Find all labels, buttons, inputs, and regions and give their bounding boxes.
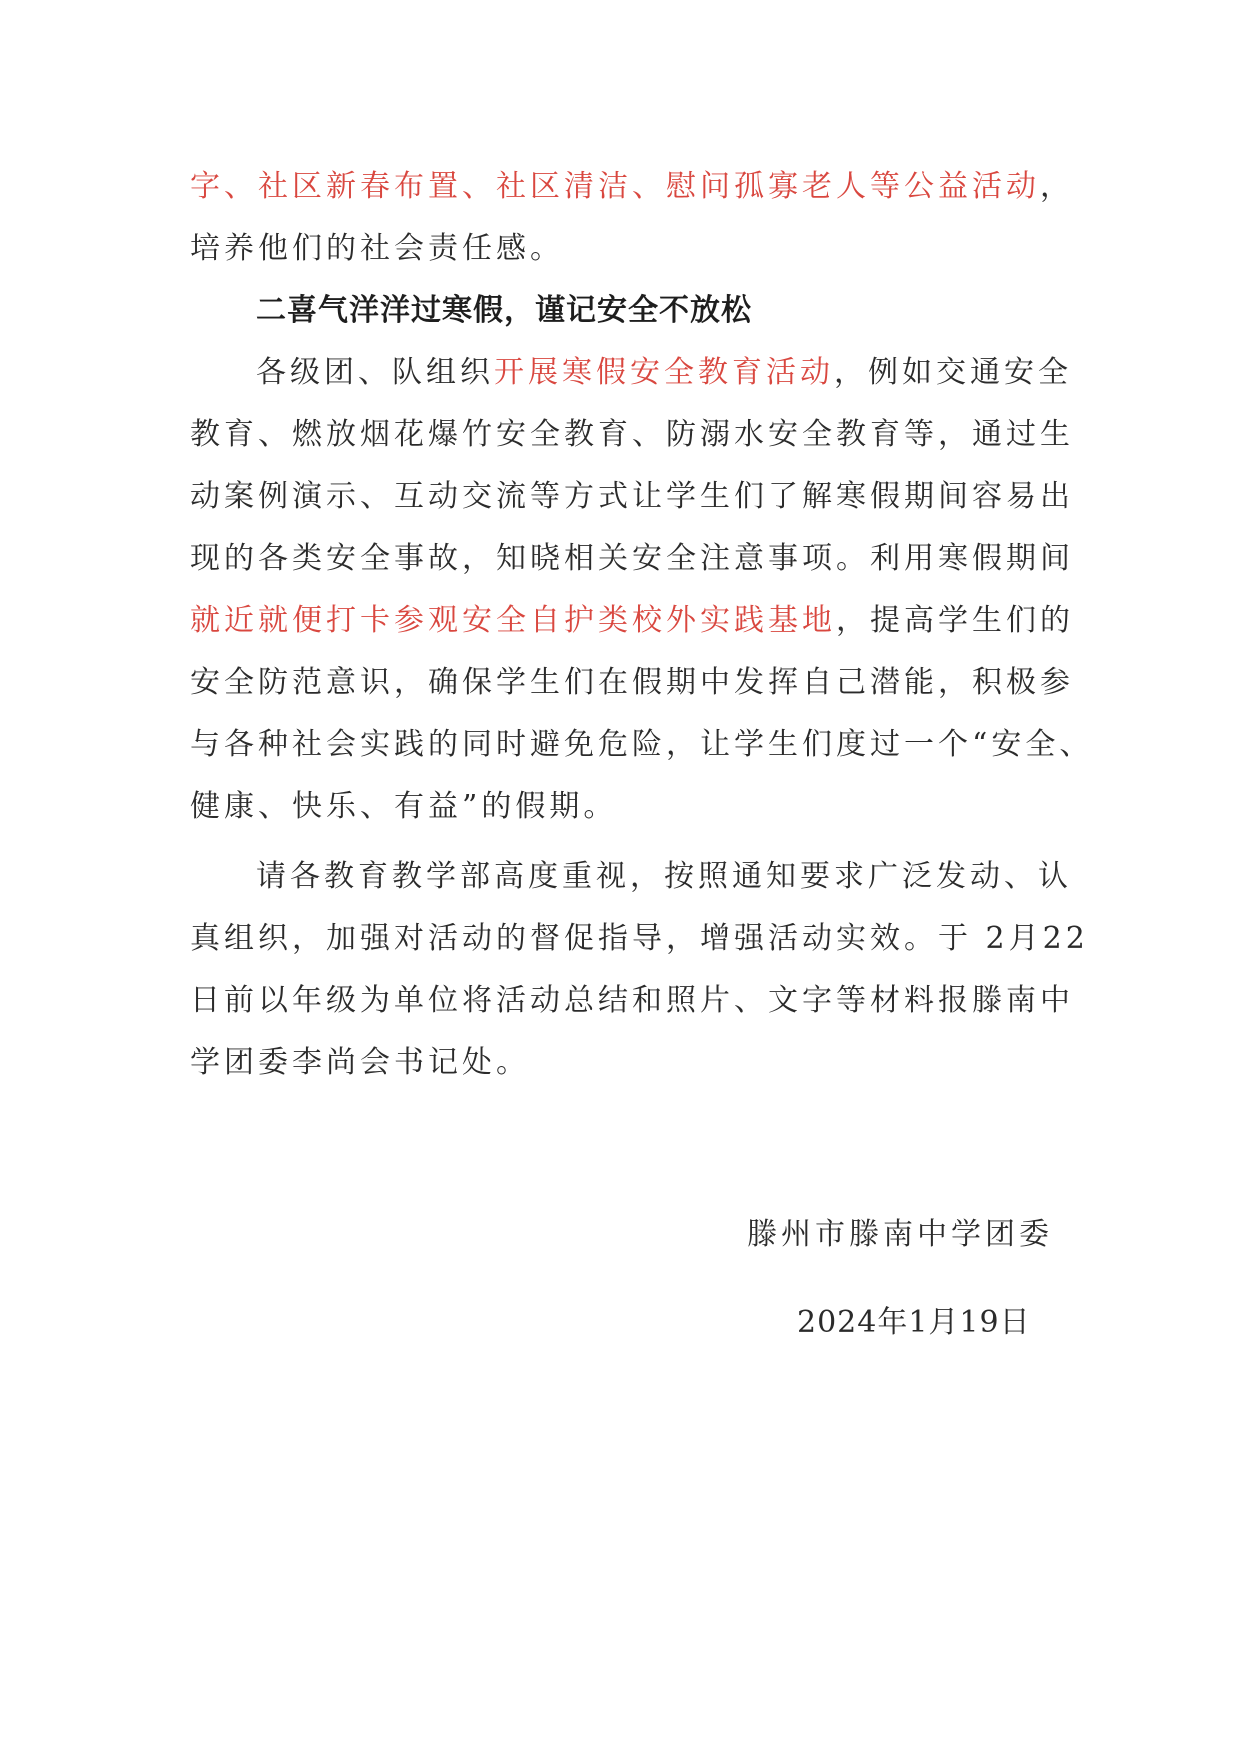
section2-line5 bbox=[190, 599, 1074, 643]
closing-line4: 学团委李尚会书记处。 bbox=[190, 1045, 530, 1080]
section2-line1 bbox=[256, 351, 1072, 395]
closing-line1: 请各教育教学部高度重视，按照通知要求广泛发动、认 bbox=[256, 859, 1072, 894]
section2-line3: 动案例演示、互动交流等方式让学生们了解寒假期间容易出 bbox=[190, 479, 1074, 514]
section2-line6: 安全防范意识，确保学生们在假期中发挥自己潜能，积极参 bbox=[190, 665, 1074, 700]
signature-organization: 滕州市滕南中学团委 bbox=[747, 1217, 1053, 1252]
section2-line5-end: ，提高学生们的 bbox=[836, 603, 1074, 638]
closing-line3: 日前以年级为单位将活动总结和照片、文字等材料报滕南中 bbox=[190, 983, 1074, 1018]
paragraph1-line1 bbox=[190, 165, 1074, 209]
section2-line7: 与各种社会实践的同时避免危险，让学生们度过一个“安全、 bbox=[190, 727, 1094, 762]
section2-heading: 二喜气洋洋过寒假，谨记安全不放松 bbox=[256, 293, 752, 328]
closing-line2: 真组织，加强对活动的督促指导，增强活动实效。于 2月22 bbox=[190, 921, 1089, 956]
section2-highlight-2: 就近就便打卡参观安全自护类校外实践基地 bbox=[190, 603, 836, 638]
paragraph1-line1-end: ， bbox=[1040, 169, 1074, 204]
paragraph1-line2: 培养他们的社会责任感。 bbox=[190, 231, 564, 266]
section2-line8: 健康、快乐、有益”的假期。 bbox=[190, 789, 618, 824]
signature-date: 2024年1月19日 bbox=[797, 1305, 1031, 1340]
paragraph1-highlight: 字、社区新春布置、社区清洁、慰问孤寡老人等公益活动 bbox=[190, 169, 1040, 204]
section2-line4: 现的各类安全事故，知晓相关安全注意事项。利用寒假期间 bbox=[190, 541, 1074, 576]
section2-line1-end: ，例如交通安全 bbox=[834, 355, 1072, 390]
section2-highlight-1: 开展寒假安全教育活动 bbox=[494, 355, 834, 390]
section2-line1-start: 各级团、队组织 bbox=[256, 355, 494, 390]
section2-line2: 教育、燃放烟花爆竹安全教育、防溺水安全教育等，通过生 bbox=[190, 417, 1074, 452]
